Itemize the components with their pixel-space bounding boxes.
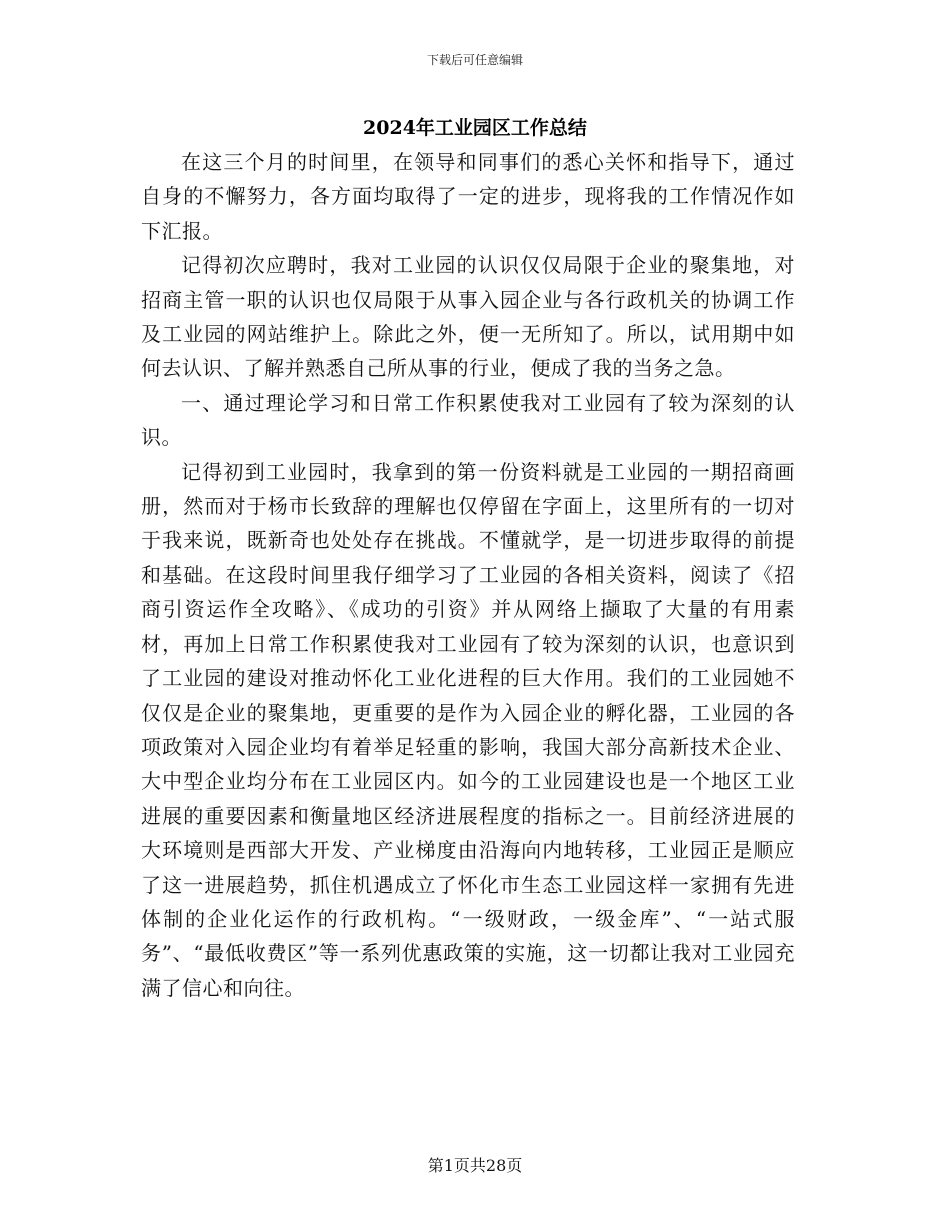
paragraph-learning: 记得初到工业园时，我拿到的第一份资料就是工业园的一期招商画册，然而对于杨市长致辞的理解也仅停留在字面上，这里所有的一切对于我来说，既新奇也处处存在挑战。不懂就学，是一切进步取得的前提和基础。在这段时间里我仔细学习了工业园的各相关资料，阅读了《招商引资运作全攻略》、《成功的引资》并从网络上撷取了大量的有用素材，再加上日常工作积累使我对工业园有了较为深刻的认识，也意识到了工业园的建设对推动怀化工业化进程的巨大作用。我们的工业园她不仅仅是企业的聚集地，更重要的是作为入园企业的孵化器，工业园的各项政策对入园企业均有着举足轻重的影响，我国大部分高新技术企业、大中型企业均分布在工业园区内。如今的工业园建设也是一个地区工业进展的重要因素和衡量地区经济进展程度的指标之一。目前经济进展的大环境则是西部大开发、产业梯度由沿海向内地转移，工业园正是顺应了这一进展趋势，抓住机遇成立了怀化市生态工业园这样一家拥有先进体制的企业化运作的行政机构。“一级财政，一级金库”、“一站式服务”、“最低收费区”等一系列优惠政策的实施，这一切都让我对工业园充满了信心和向往。 — [141, 459, 795, 1000]
page-number-footer: 第1页共28页 — [427, 1156, 523, 1175]
page-header-note: 下载后可任意编辑 — [426, 53, 523, 67]
paragraph-intro: 在这三个月的时间里，在领导和同事们的悉心关怀和指导下，通过自身的不懈努力，各方面均取得了一定的进步，现将我的工作情况作如下汇报。 — [141, 150, 795, 243]
section-heading-1: 一、通过理论学习和日常工作积累使我对工业园有了较为深刻的认识。 — [141, 390, 795, 450]
paragraph-initial-understanding: 记得初次应聘时，我对工业园的认识仅仅局限于企业的聚集地，对招商主管一职的认识也仅局限于从事入园企业与各行政机关的协调工作及工业园的网站维护上。除此之外，便一无所知了。所以，试用期中如何去认识、了解并熟悉自己所从事的行业，便成了我的当务之急。 — [141, 253, 795, 381]
document-title: 2024年工业园区工作总结 — [363, 117, 587, 139]
document-body — [141, 145, 795, 1005]
